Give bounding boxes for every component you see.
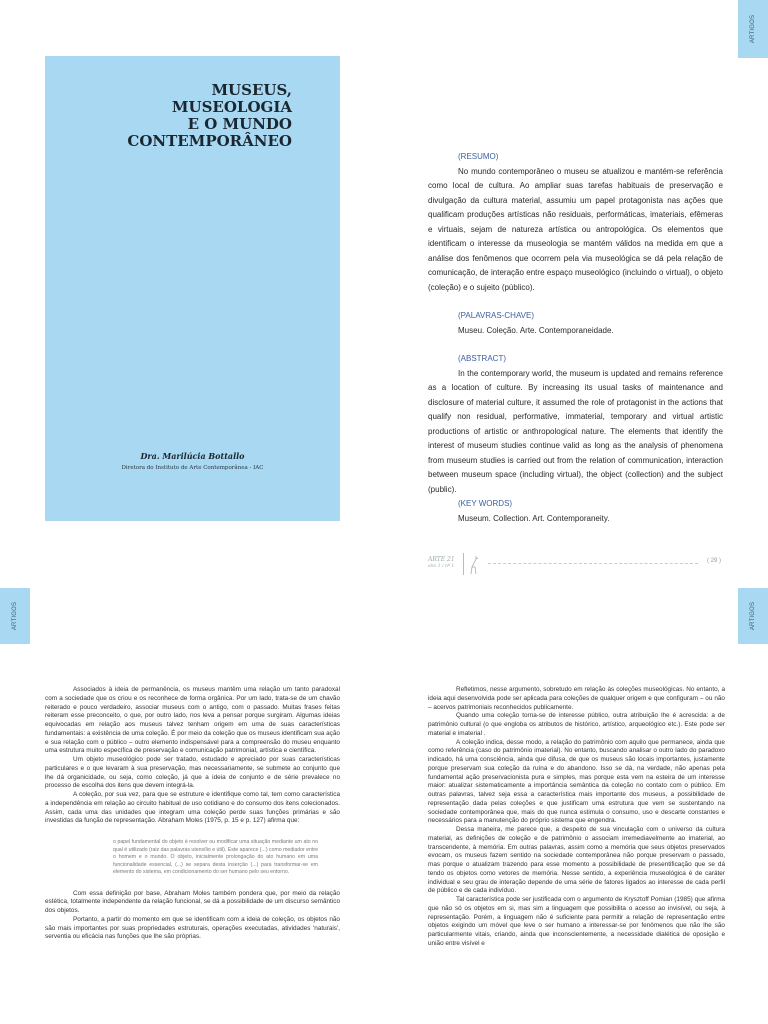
paragraph: Um objeto museológico pode ser tratado, estudado e apreciado por suas características particulares e o que levaram à sua preservação, mas necessariamente, se submete ao conjunto que lhe dá organicidade, ou seja, como coleção, já que a ideia de conjunto e de série prevalece no processo de escolha dos itens que devem integrá-la. (45, 756, 340, 790)
section-tab-label: ARTIGOS (11, 601, 18, 631)
title-line: E O MUNDO (187, 115, 292, 133)
paragraph: Dessa maneira, me parece que, a despeito de sua vinculação com o universo da cultura material, as definições de coleção e de patrimônio o associam irremediavelmente ao imaterial, ao transcendente, à memória. Em outras palavras, assim como a memória que seus objetos preservados evocam, os museus fazem sentido na sociedade contemporânea não porque preservam o passado, mas porque o atualizam trazendo para esse momento a possibilidade de presentificação que se dá tendo os objetos como vetores de memória. Nesse sentido, a experiência museológica é de caráter individual e seu grau de interação depende de uma série de fatores ligados ao interesse de cada perfil de público e de cada indivíduo. (428, 826, 725, 895)
paragraph: A coleção indica, desse modo, a relação do patrimônio com aquilo que permanece, ainda que como referência (caso do patrimônio imaterial). No entanto, buscando analisar o outro lado do paradoxo indicado, há uma consciência, ainda que difusa, de que os museus são locais importantes, justamente porque preservam sua coleção da ruína e do abandono. Isso se dá, na verdade, não apenas pela fundamental ação preservacionista pura e simples, mas porque esta vem na esteira de um interesse maior: atualizar sistematicamente a importância semântica da coleção no contato com o público. Em outras palavras, talvez seja essa a característica mais importante dos museus, a possibilidade de representação dada pelas coleções e que justificam uma estrutura que vem se sustentando na sociedade contemporânea que, mais do que nunca estimula o consumo, uso e descarte constantes e necessários para a manutenção do próprio sistema que engendra. (428, 738, 725, 825)
section-tab-top (738, 0, 768, 58)
paragraph: A coleção, por sua vez, para que se estruture e identifique como tal, tem como característica a independência em relação ao circuito habitual de uso cotidiano e do consumo dos itens colecionados. Assim, cada uma das unidades que integram uma coleção perde suas funções primárias e são investidas da função de representação. Abraham Moles (1975, p. 15 e p. 127) afirma que: (45, 791, 340, 825)
abstract-column (428, 150, 723, 526)
keywords-text: Museum. Collection. Art. Contemporaneity. (458, 513, 610, 523)
article-title (127, 82, 292, 150)
title-line: MUSEUS, (211, 81, 292, 99)
palavras-chave-label: (PALAVRAS-CHAVE) (458, 311, 535, 320)
body-column-right (428, 686, 725, 949)
resumo-label: (RESUMO) (458, 152, 499, 161)
paragraph: Portanto, a partir do momento em que se identificam com a ideia de coleção, os objetos não são mais importantes por suas propriedades estruturais, operações executadas, atividades 'naturais', serventia ou eficácia nas funções que lhe são próprias. (45, 915, 340, 941)
footer-rule (488, 563, 698, 564)
title-panel (45, 56, 340, 521)
abstract-text: In the contemporary world, the museum is updated and remains reference as a location of culture. By increasing its usual tasks of maintenance and disclosure of material culture, it assumed the role of protagonist in the actions that qualify non residual, performative, immaterial, temporary and virtual artistic productions of artistic or anthropological nature. The elements that identify the interest of museum studies continue valid as long as the analysis of phenomena from museum studies is carried out from the relation of communication, interaction between museum space (including virtual), the object (collection) and the subject (public). (428, 368, 723, 494)
magazine-name: ARTE 21 (428, 556, 455, 563)
page-number: ( 29 ) (706, 558, 721, 564)
page-footer (428, 553, 723, 579)
palavras-chave-text: Museu. Coleção. Arte. Contemporaneidade. (458, 325, 614, 335)
section-tab-label: ARTIGOS (749, 14, 756, 44)
paragraph: Quando uma coleção torna-se de interesse público, outra atribuição lhe é acrescida: a de patrimônio cultural (o que engloba os atributos de histórico, artístico, arqueológico etc.). Este pode ser material e imaterial . (428, 712, 725, 737)
section-tab-left (0, 588, 30, 644)
footer-divider (463, 553, 464, 575)
paragraph: Refletimos, nesse argumento, sobretudo em relação às coleções museológicas. No entanto, a ideia aqui desenvolvida pode ser aplicada para coleções de qualquer origem e que configuram – ou não – acervos patrimoniais reconhecidos publicamente. (428, 686, 725, 711)
giraffe-logo-icon (468, 555, 480, 575)
section-tab-label: ARTIGOS (749, 601, 756, 631)
abstract-label: (ABSTRACT) (458, 354, 506, 363)
magazine-issue: ano 1 / nº 1 (428, 564, 455, 569)
resumo-text: No mundo contemporâneo o museu se atualizou e mantém-se referência como local de cultura. Ao ampliar suas tarefas habituais de preservação e divulgação da cultura material, assumiu um papel protagonista nas ações que qualificam produções artísticas não residuais, performáticas, imateriais, efêmeras e virtuais, sejam de natureza artística ou antropológica. Os elementos que identificam o interesse da museologia se mantém válidos na medida em que a análise dos fenômenos que ocorrem pela via museológica se dá pela relação de comunicação, de interação entre espaço museológico (incluindo o virtual), o objeto (coleção) e o sujeito (público). (428, 166, 723, 292)
block-quote: o papel fundamental do objeto é resolver ou modificar uma situação mediante um ato no qual é utilizado (raiz das palavras utensílio e útil). Este aparece (...) como mediador entre o homem e o mundo. O objeto, inicialmente prolongação do ato humano em uma funcionalidade essencial, (...) se separa desta inserção (...) para transformar-se em elemento do sistema, em condicionamento do ser humano pelo seu entorno. (113, 839, 319, 875)
body-column-left (45, 686, 340, 942)
paragraph: Tal característica pode ser justificada com o argumento de Krysztoff Pomian (1985) que afirma que não só os objetos em si, mas sim a linguagem que possibilita o acesso ao invisível, ou seja, à representação. Porém, a linguagem não é suficiente para permitir a relação de representação entre objetos exigindo um móvel que leve o ser humano a interessar-se por fenômenos que não lhe são particularmente vitais, criando, ainda que inconscientemente, a necessidade dialética de oposição e união entre visível e (428, 896, 725, 947)
keywords-label: (KEY WORDS) (458, 499, 513, 508)
paragraph: Com essa definição por base, Abraham Moles também pondera que, por meio da relação estética, totalmente independente da relação funcional, se dá a possibilidade de um discurso semântico dos objetos. (45, 889, 340, 914)
section-tab-right (738, 588, 768, 644)
title-line: CONTEMPORÂNEO (127, 132, 292, 150)
author-name: Dra. Marilúcia Bottallo (140, 451, 245, 461)
author-role: Diretora do Instituto de Arte Contemporânea - IAC (121, 465, 264, 471)
paragraph: Associados à ideia de permanência, os museus mantêm uma relação um tanto paradoxal com a sociedade que os criou e os reconhece de forma orgânica. Por um lado, trata-se de um chavão reiterado e pouco verdadeiro, associar museus com o antigo, com o passado. Muitas frases feitas reiteram esse preconceito, o que, por outro lado, nos leva a pensar porque surgiram. Algumas ideias equivocadas em relação aos museus talvez tenham origem em uma de suas características fundamentais: a existência de uma coleção. É por meio da coleção que os museus identificam sua ação e sua relação com o público – outro elemento indispensável para a compreensão do museu enquanto uma estrutura muito específica de preservação e comunicação patrimonial, artística e científica. (45, 686, 340, 755)
title-line: MUSEOLOGIA (171, 98, 292, 116)
